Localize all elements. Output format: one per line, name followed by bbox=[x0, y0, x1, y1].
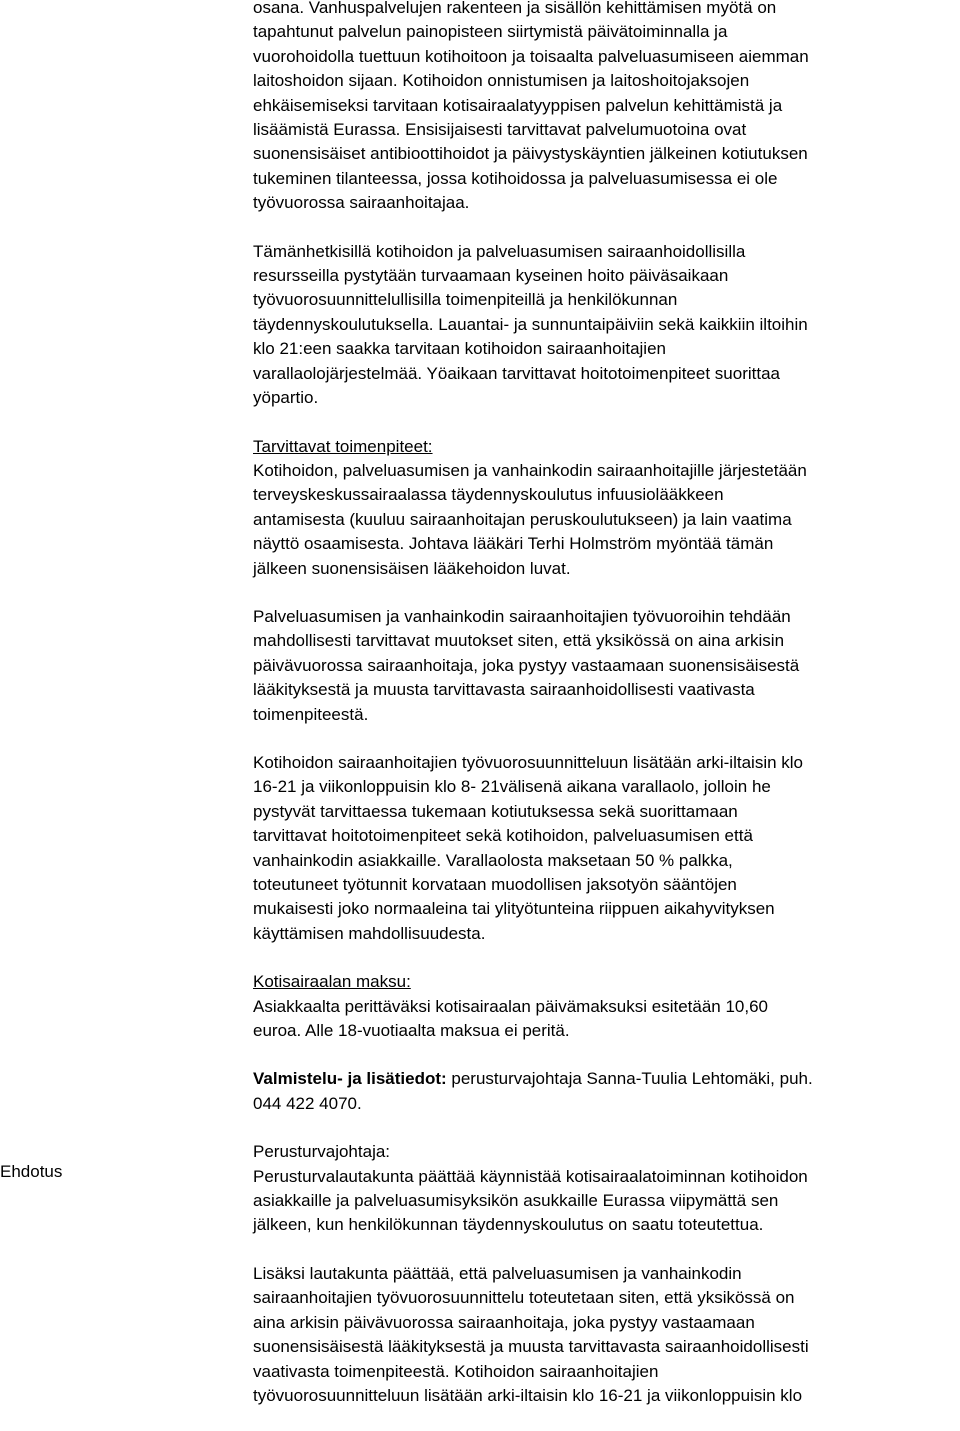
paragraph-required-measures bbox=[253, 435, 958, 581]
text-line bbox=[253, 1067, 958, 1091]
text-line: varallaolojärjestelmää. Yöaikaan tarvittavat hoitotoimenpiteet suorittaa bbox=[253, 363, 780, 383]
text-line: työvuorosuunnitteluun lisätään arki-iltaisin klo 16-21 ja viikonloppuisin klo bbox=[253, 1385, 803, 1405]
text-line: tarvittavat hoitotoimenpiteet sekä kotihoidon, palveluasumisen että bbox=[253, 826, 753, 846]
text-line: jälkeen, kun henkilökunnan täydennyskoulutus on saatu toteutettua. bbox=[253, 1215, 764, 1235]
text-line: klo 21:een saakka tarvitaan kotihoidon sairaanhoitajien bbox=[253, 339, 666, 359]
paragraph-additional-decision bbox=[253, 1262, 958, 1408]
paragraph-shift-changes bbox=[253, 605, 958, 727]
text-line: mahdollisesti tarvittavat muutokset siten, että yksikössä on aina arkisin bbox=[253, 631, 785, 651]
text-line: mukaisesti joko normaaleina tai ylityötunteina riippuen aikahyvityksen bbox=[253, 899, 775, 919]
text-line: asiakkaille ja palveluasumisyksikön asukkaille Eurassa viipymättä sen bbox=[253, 1191, 779, 1211]
text-line: 044 422 4070. bbox=[253, 1093, 362, 1113]
text-line: tapahtunut palvelun painopisteen siirtymistä päivätoiminnalla ja bbox=[253, 22, 728, 42]
paragraph-background bbox=[253, 0, 958, 216]
document-body bbox=[253, 0, 958, 1408]
text-line: Kotihoidon sairaanhoitajien työvuorosuunnitteluun lisätään arki-iltaisin klo bbox=[253, 752, 804, 772]
text-line: käyttämisen mahdollisuudesta. bbox=[253, 923, 486, 943]
text-line: sairaanhoitajien työvuorosuunnittelu toteutetaan siten, että yksikössä on bbox=[253, 1288, 795, 1308]
text-line: Kotihoidon, palveluasumisen ja vanhainkodin sairaanhoitajille järjestetään bbox=[253, 460, 807, 480]
text-line: laitoshoidon sijaan. Kotihoidon onnistumisen ja laitoshoitojaksojen bbox=[253, 71, 750, 91]
text-line: terveyskeskussairaalassa täydennyskoulutus infuusiolääkkeen bbox=[253, 485, 724, 505]
paragraph-current-resources bbox=[253, 240, 958, 411]
text-line: vanhainkodin asiakkaille. Varallaolosta maksetaan 50 % palkka, bbox=[253, 850, 733, 870]
text-line: toimenpiteestä. bbox=[253, 704, 369, 724]
text-line: lääkityksestä ja muusta tarvittavasta sairaanhoidollisesti vaativasta bbox=[253, 680, 755, 700]
text-line: ehkäisemiseksi tarvitaan kotisairaalatyyppisen palvelun kehittämistä ja bbox=[253, 95, 783, 115]
text-line: Perusturvalautakunta päättää käynnistää kotisairaalatoiminnan kotihoidon bbox=[253, 1166, 808, 1186]
text-line: 16-21 ja viikonloppuisin klo 8- 21välisenä aikana varallaolo, jolloin he bbox=[253, 777, 771, 797]
section-heading: Kotisairaalan maksu: bbox=[253, 972, 411, 992]
text-line: päivävuorossa sairaanhoitaja, joka pystyy vastaamaan suonensisäisestä bbox=[253, 655, 800, 675]
section-label-ehdotus: Ehdotus bbox=[0, 1162, 63, 1181]
text-line: vuorohoidolla tuettuun kotihoitoon ja toisaalta palveluasumiseen aiemman bbox=[253, 46, 809, 66]
text-line: jälkeen suonensisäisen lääkehoidon luvat. bbox=[253, 558, 571, 578]
paragraph-fee bbox=[253, 970, 958, 1043]
proposal-heading: Perusturvajohtaja: bbox=[253, 1142, 391, 1162]
text-line: osana. Vanhuspalvelujen rakenteen ja sisällön kehittämisen myötä on bbox=[253, 0, 777, 17]
paragraph-preparation bbox=[253, 1067, 958, 1116]
paragraph-on-call bbox=[253, 751, 958, 946]
text-line: euroa. Alle 18-vuotiaalta maksua ei peritä. bbox=[253, 1021, 570, 1041]
text-line: aina arkisin päivävuorossa sairaanhoitaja, joka pystyy vastaamaan bbox=[253, 1312, 755, 1332]
text-line: suonensisäiset antibioottihoidot ja päivystyskäyntien jälkeinen kotiutuksen bbox=[253, 144, 808, 164]
text-line: Asiakkaalta perittäväksi kotisairaalan päivämaksuksi esitetään 10,60 bbox=[253, 996, 768, 1016]
text-line: täydennyskoulutuksella. Lauantai- ja sunnuntaipäiviin sekä kaikkiin iltoihin bbox=[253, 314, 808, 334]
text-line: resursseilla pystytään turvaamaan kyseinen hoito päiväsaikaan bbox=[253, 266, 729, 286]
preparation-contact: perusturvajohtaja Sanna-Tuulia Lehtomäki, puh. bbox=[446, 1069, 813, 1089]
paragraph-proposal bbox=[253, 1140, 958, 1238]
text-line: lisäämistä Eurassa. Ensisijaisesti tarvittavat palvelumuotoina ovat bbox=[253, 120, 747, 140]
text-line: Palveluasumisen ja vanhainkodin sairaanhoitajien työvuoroihin tehdään bbox=[253, 606, 791, 626]
section-heading: Tarvittavat toimenpiteet: bbox=[253, 436, 433, 456]
text-line: näyttö osaamisesta. Johtava lääkäri Terhi Holmström myöntää tämän bbox=[253, 534, 774, 554]
text-line: pystyvät tarvittaessa tukemaan kotiutuksessa sekä suorittamaan bbox=[253, 801, 738, 821]
preparation-label: Valmistelu- ja lisätiedot: bbox=[253, 1069, 447, 1089]
text-line: vaativasta toimenpiteestä. Kotihoidon sairaanhoitajien bbox=[253, 1361, 659, 1381]
text-line: tukeminen tilanteessa, jossa kotihoidossa ja palveluasumisessa ei ole bbox=[253, 168, 778, 188]
text-line: työvuorosuunnittelullisilla toimenpiteillä ja henkilökunnan bbox=[253, 290, 678, 310]
text-line: yöpartio. bbox=[253, 388, 319, 408]
text-line: Tämänhetkisillä kotihoidon ja palveluasumisen sairaanhoidollisilla bbox=[253, 241, 746, 261]
text-line: antamisesta (kuuluu sairaanhoitajan peruskoulutukseen) ja lain vaatima bbox=[253, 509, 792, 529]
text-line: työvuorossa sairaanhoitajaa. bbox=[253, 193, 470, 213]
text-line: toteutuneet työtunnit korvataan muodollisen jaksotyön sääntöjen bbox=[253, 875, 737, 894]
text-line: suonensisäisestä lääkityksestä ja muusta tarvittavasta sairaanhoidollisesti bbox=[253, 1337, 809, 1357]
text-line: Lisäksi lautakunta päättää, että palveluasumisen ja vanhainkodin bbox=[253, 1263, 742, 1283]
